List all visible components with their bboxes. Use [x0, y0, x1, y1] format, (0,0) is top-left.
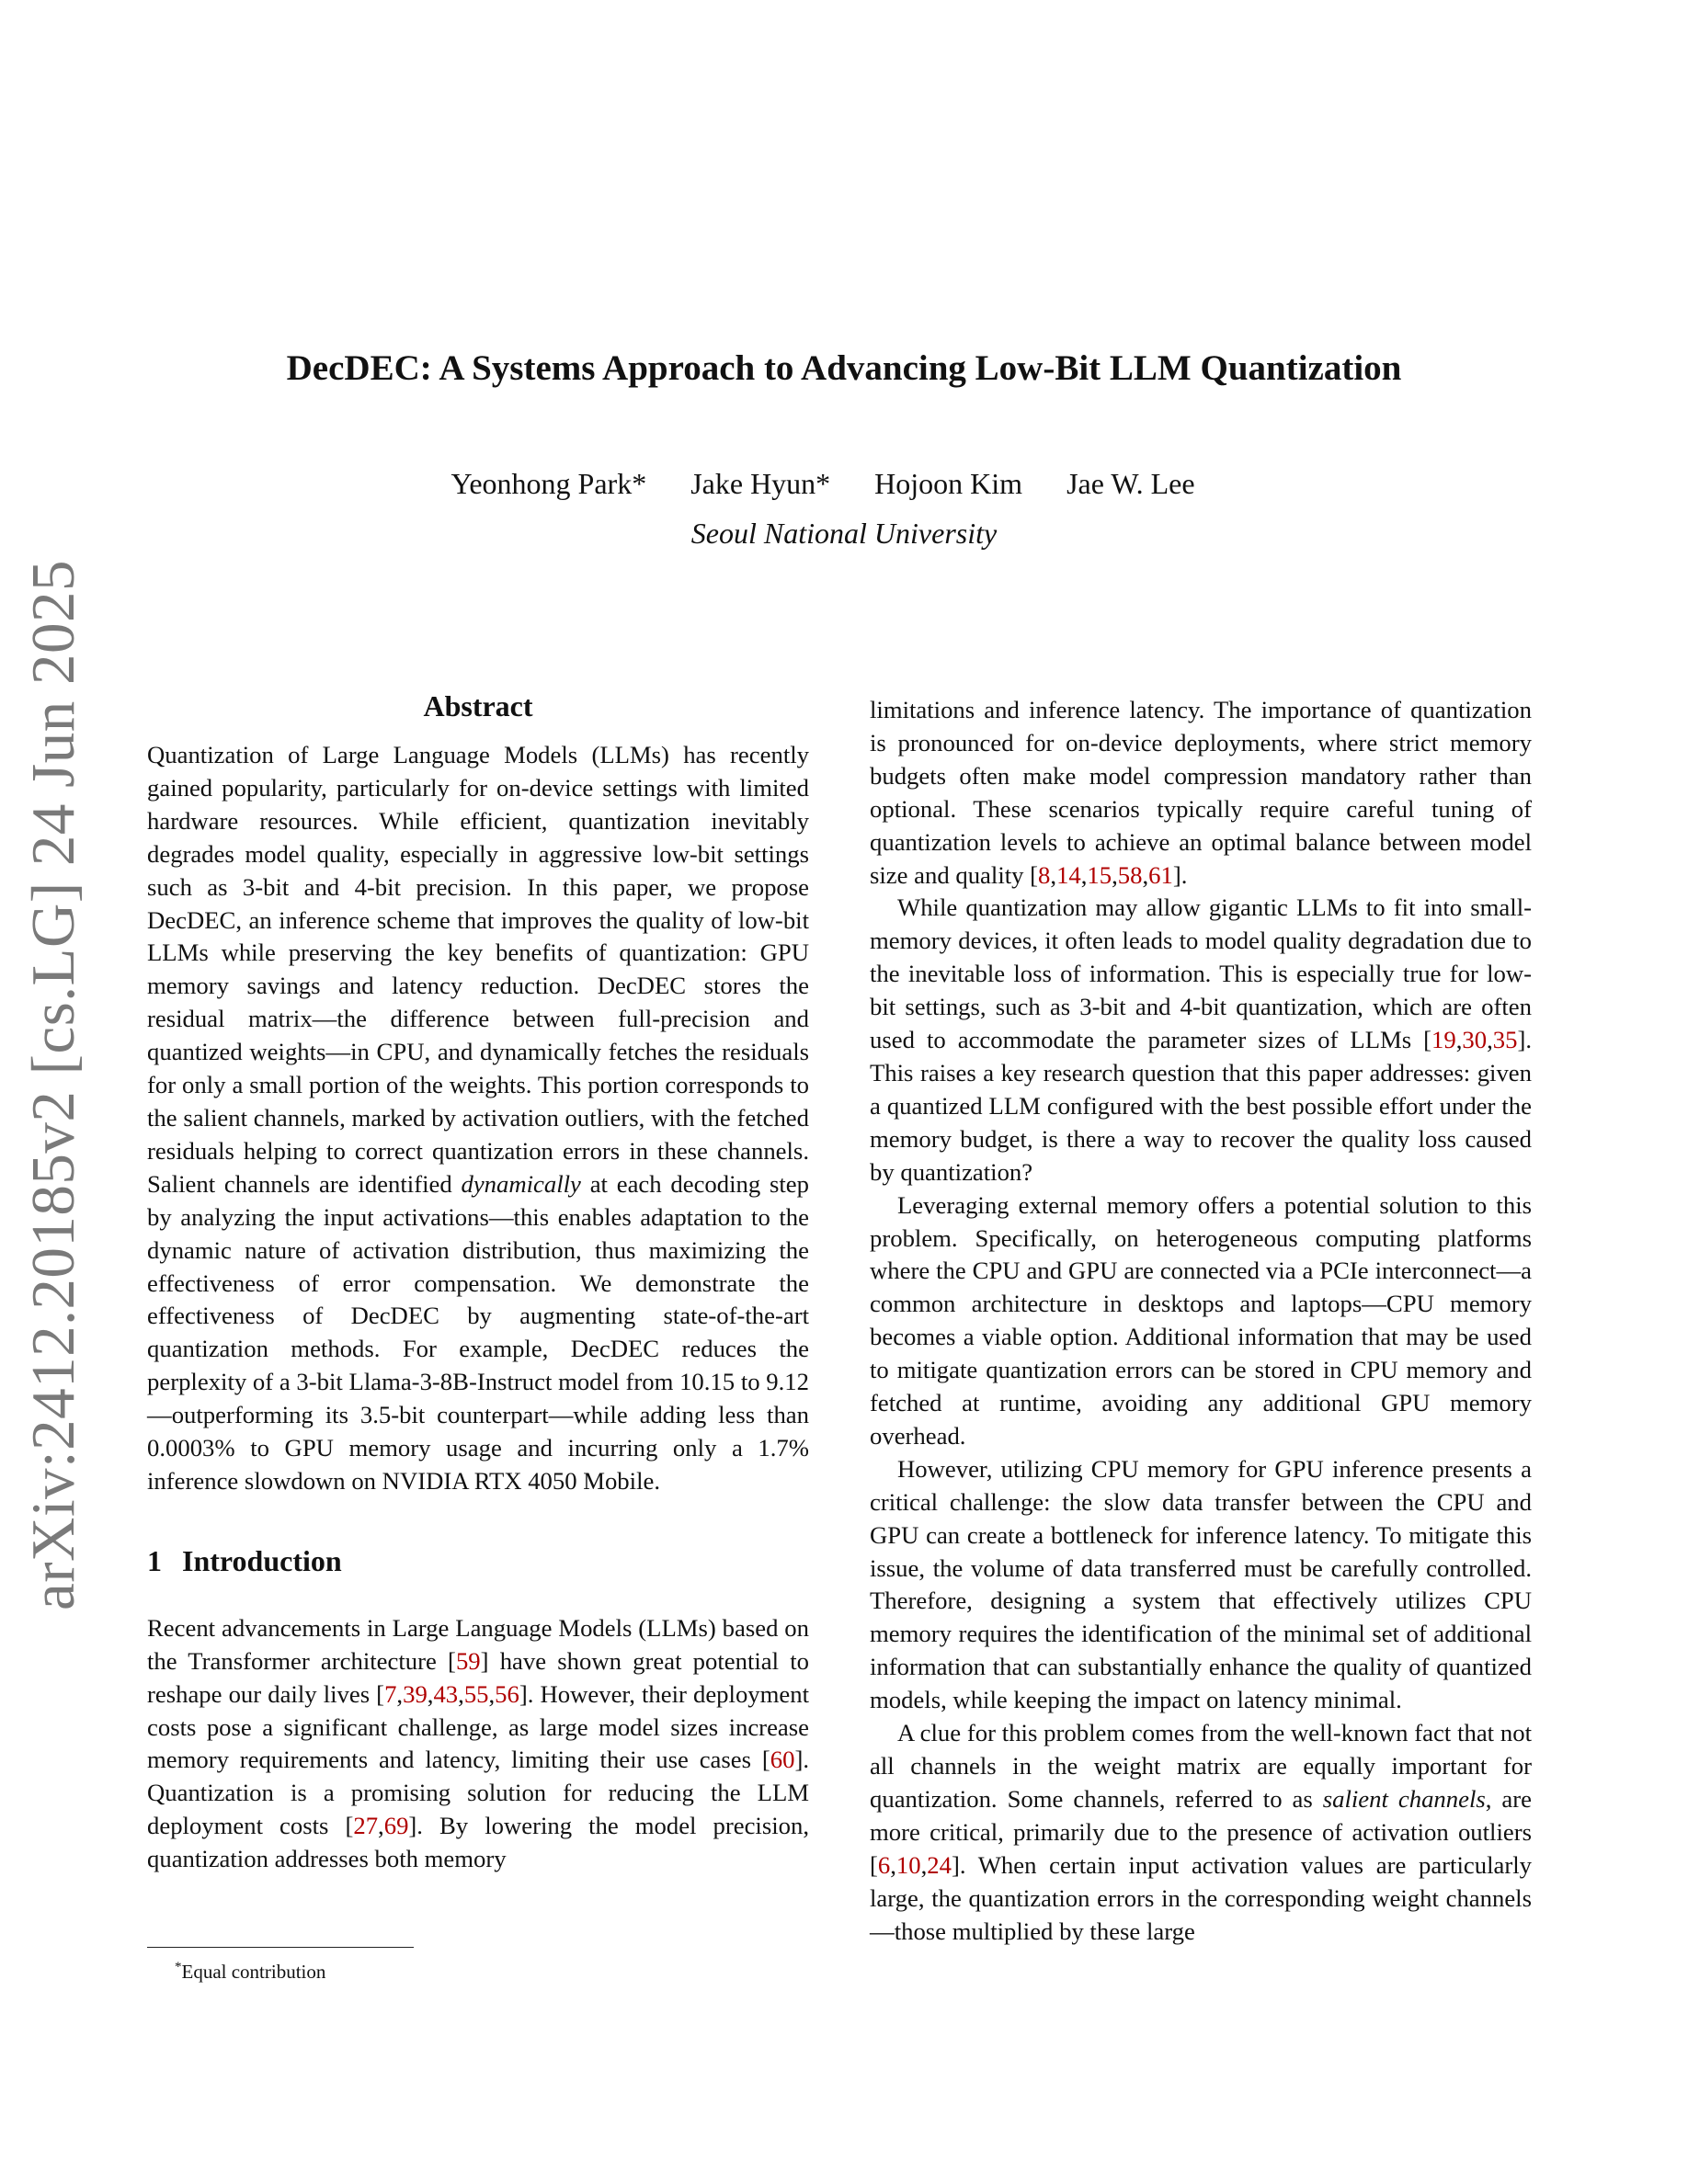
section-heading-introduction — [147, 1541, 809, 1581]
footnote-divider — [147, 1947, 414, 1948]
citation-link[interactable]: 19 — [1431, 1026, 1456, 1054]
arxiv-id: arXiv:2412.20185v2 [cs.LG] 24 Jun 2025 — [18, 559, 87, 1610]
citation-link[interactable]: 59 — [455, 1646, 481, 1675]
citation-link[interactable]: 55 — [463, 1679, 489, 1708]
right-column — [870, 694, 1532, 1948]
abstract-text: Quantization of Large Language Models (LLMs) has recently gained popularity, particularly for on-device settings with limited hardware resources. While efficient, quantization inevitably degrades model quality, especially in aggressive low-bit settings such as 3-bit and 4-bit precision. In this paper, we propose DecDEC, an inference scheme that improves the quality of low-bit LLMs while preserving the key benefits of quantization: GPU memory savings and latency reduction. DecDEC stores the residual matrix—the difference between full-precision and quantized weights—in CPU, and dynamically fetches the residuals for only a small portion of the weights. This portion corresponds to the salient channels, marked by activation outliers, with the fetched residuals helping to correct quantization errors in these channels. Salient channels are identified dynamically at each decoding step by analyzing the input activations—this enables adaptation to the dynamic nature of activation distribution, thus maximizing the effectiveness of error compensation. We demonstrate the effectiveness of DecDEC by augmenting state-of-the-art quantization methods. For example, DecDEC reduces the perplexity of a 3-bit Llama-3-8B-Instruct model from 10.15 to 9.12—outperforming its 3.5-bit counterpart—while adding less than 0.0003% to GPU memory usage and incurring only a 1.7% inference slowdown on NVIDIA RTX 4050 Mobile. — [147, 741, 809, 1495]
footnote — [175, 1954, 325, 1985]
citation-link[interactable]: 58 — [1117, 860, 1143, 889]
citation-link[interactable]: 56 — [495, 1679, 519, 1708]
body-paragraph: limitations and inference latency. The importance of quantization is pronounced for on-device deployments, where strict memory budgets often make model compression mandatory rather than optional. These scenarios typically require careful tuning of quantization levels to achieve an optimal balance between model size and quality [8,14,15,58,61]. — [870, 696, 1532, 889]
paper-title: DecDEC: A Systems Approach to Advancing Low-Bit LLM Quantization — [286, 348, 1402, 388]
emphasis: salient channels — [1322, 1784, 1486, 1813]
citation-link[interactable]: 35 — [1492, 1026, 1518, 1054]
author: Hojoon Kim — [874, 467, 1023, 500]
author: Jae W. Lee — [1066, 467, 1195, 500]
citation-link[interactable]: 7 — [384, 1679, 397, 1708]
citation-link[interactable]: 27 — [353, 1812, 379, 1840]
author: Yeonhong Park* — [451, 467, 647, 500]
affiliation: Seoul National University — [690, 517, 998, 550]
citation-link[interactable]: 69 — [383, 1812, 409, 1840]
citation-link[interactable]: 43 — [433, 1679, 459, 1708]
citation-link[interactable]: 30 — [1462, 1026, 1488, 1054]
arxiv-identifier-stamp — [7, 559, 99, 1610]
citation-link[interactable]: 15 — [1087, 860, 1112, 889]
author: Jake Hyun* — [690, 467, 831, 500]
body-paragraph: However, utilizing CPU memory for GPU inference presents a critical challenge: the slow data transfer between the CPU and GPU can create a bottleneck for inference latency. To mitigate this issue, the volume of data transferred must be carefully controlled. Therefore, designing a system that effectively utilizes CPU memory requires the identification of the minimal set of additional information that can substantially enhance the quality of quantized models, while keeping the impact on latency minimal. — [870, 1454, 1532, 1714]
body-paragraph: A clue for this problem comes from the well-known fact that not all channels in the weight matrix are equally important for quantization. Some channels, referred to as salient channels, are more critical, primarily due to the presence of activation outliers [6,10,24]. When certain input activation values are particularly large, the quantization errors in the corresponding weight channels—those multiplied by these large — [870, 1719, 1532, 1945]
body-paragraph: Leveraging external memory offers a potential solution to this problem. Specifically, on heterogeneous computing platforms where the CPU and GPU are connected via a PCIe interconnect—a common architecture in desktops and laptops—CPU memory becomes a viable option. Additional information that may be used to mitigate quantization errors can be stored in CPU memory and fetched at runtime, avoiding any additional GPU memory overhead. — [870, 1190, 1532, 1450]
citation-link[interactable]: 10 — [895, 1850, 921, 1879]
body-paragraph: While quantization may allow gigantic LLMs to fit into small-memory devices, it often leads to model quality degradation due to the inevitable loss of information. This is especially true for low-bit settings, such as 3-bit and 4-bit quantization, which are often used to accommodate the parameter sizes of LLMs [19,30,35]. This raises a key research question that this paper addresses: given a quantized LLM configured with the best possible effort under the memory budget, is there a way to recover the quality loss caused by quantization? — [870, 893, 1532, 1186]
intro-paragraph: Recent advancements in Large Language Models (LLMs) based on the Transformer architecture [59] have shown great potential to reshape our daily lives [7,39,43,55,56]. However, their deployment costs pose a significant challenge, as large model sizes increase memory requirements and latency, limiting their use cases [60]. Quantization is a promising solution for reducing the LLM deployment costs [27,69]. By lowering the model precision, quantization addresses both memory — [147, 1613, 810, 1873]
footnote-text: Equal contribution — [181, 1961, 326, 1983]
footnote-mark: * — [175, 1960, 182, 1974]
emphasis: dynamically — [461, 1169, 581, 1198]
section-number: 1 — [147, 1543, 162, 1577]
citation-link[interactable]: 6 — [877, 1850, 891, 1879]
author-list — [0, 467, 1646, 501]
section-title: Introduction — [182, 1543, 342, 1577]
citation-link[interactable]: 39 — [403, 1679, 428, 1708]
left-column — [147, 686, 809, 1876]
citation-link[interactable]: 8 — [1038, 860, 1051, 889]
citation-link[interactable]: 14 — [1056, 860, 1081, 889]
citation-link[interactable]: 24 — [927, 1850, 952, 1879]
abstract-heading: Abstract — [423, 689, 533, 722]
citation-link[interactable]: 61 — [1148, 860, 1173, 889]
citation-link[interactable]: 60 — [770, 1746, 795, 1774]
